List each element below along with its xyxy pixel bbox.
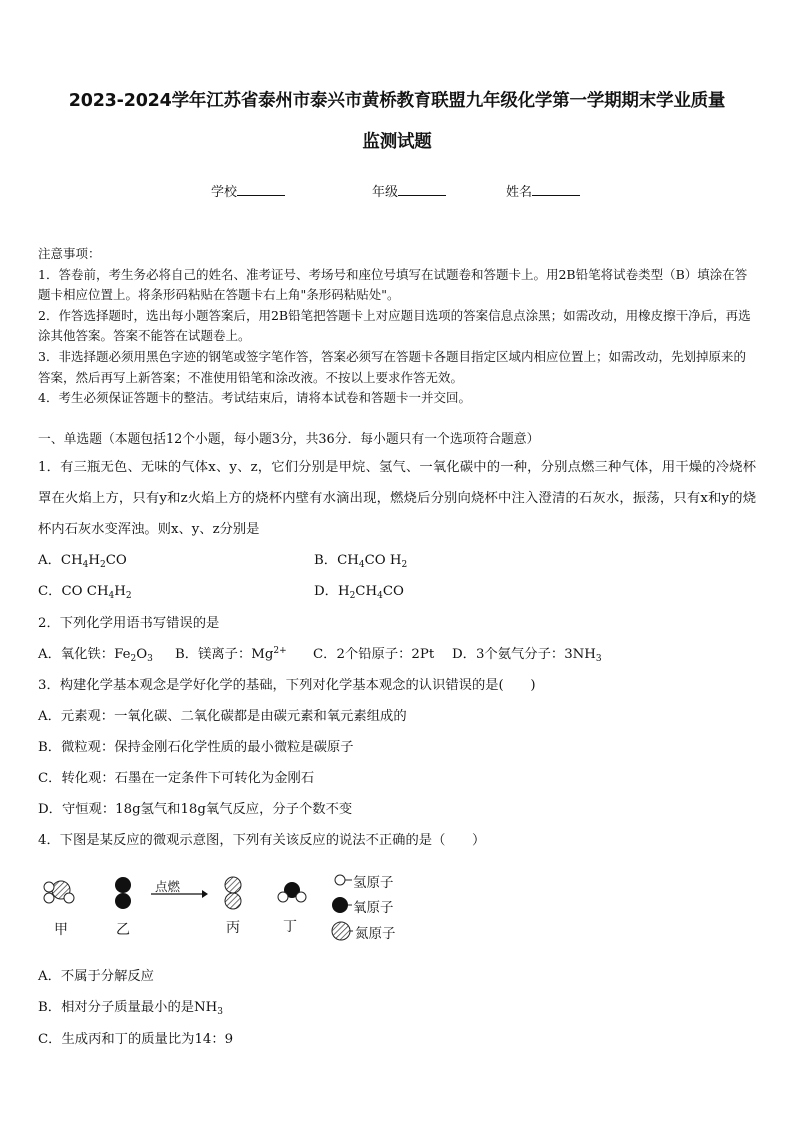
question-3-stem: 3．构建化学基本观念是学好化学的基础，下列对化学基本观念的认识错误的是( ) [38,678,536,693]
molecule-jia [44,881,74,903]
label-bing: 丙 [226,920,240,936]
q4-option-b: B．相对分子质量最小的是$NH_3$ [38,1000,224,1017]
q3-option-c: C．转化观：石墨在一定条件下可转化为金刚石 [38,771,315,786]
notice-item: 3．非选择题必须用黑色字迹的钢笔或签字笔作答，答案必须写在答题卡各题目指定区域内相应位置上；如需改动，先划掉原来的答案，然后再写上新答案；不准使用铅笔和涂改液。不按以上要求作答无效。 [38,348,746,385]
school-field: 学校 [211,181,285,200]
label-yi: 乙 [116,922,130,938]
molecule-yi [115,877,131,909]
notice-item: 2．作答选择题时，选出每小题答案后，用2B铅笔把答题卡上对应题目选项的答案信息点涂黑；如需改动，用橡皮擦干净后，再选涂其他答案。答案不能答在试题卷上。 [38,307,751,344]
exam-title-line2: 监测试题 [362,132,432,152]
student-info-row [0,181,794,201]
exam-title-line1: 2023-2024学年江苏省泰州市泰兴市黄桥教育联盟九年级化学第一学期期末学业质量 [68,91,726,111]
legend-nitrogen-symbol [332,922,353,940]
molecule-bing [225,877,241,909]
legend-oxygen-symbol [332,897,352,913]
q3-option-a: A．元素观：一氧化碳、二氧化碳都是由碳元素和氧元素组成的 [38,709,407,724]
name-field: 姓名 [506,181,580,200]
q2-option-a: A．氧化铁：$Fe_2O_3$ [38,647,153,664]
reaction-condition: 点燃 [155,879,181,894]
notice-item: 1．答卷前，考生务必将自己的姓名、准考证号、考场号和座位号填写在试题卷和答题卡上。用2B铅笔将试卷类型（B）填涂在答题卡相应位置上。将条形码粘贴在答题卡右上角"条形码粘贴处"。 [38,266,748,303]
q4-option-a: A．不属于分解反应 [38,969,154,984]
q1-option-b: B．$CH_4CO$ $H_2$ [314,553,408,570]
question-2-stem: 2．下列化学用语书写错误的是 [38,616,220,631]
legend-nitrogen-label: 氮原子 [355,926,396,942]
legend-oxygen-label: 氧原子 [353,900,394,916]
notice-heading: 注意事项： [38,246,101,261]
label-jia: 甲 [54,922,68,938]
legend-hydrogen-symbol [335,875,352,885]
label-ding: 丁 [283,919,297,935]
section-heading: 一、单选题（本题包括12个小题，每小题3分，共36分．每小题只有一个选项符合题意） [38,432,540,447]
q2-option-d: D．3个氨气分子：$3NH_3$ [452,647,602,664]
legend-hydrogen-label: 氢原子 [353,875,394,891]
molecule-ding [278,882,306,902]
q1-option-d: D．$H_2CH_4CO$ [314,584,404,601]
q1-option-a: A．$CH_4H_2CO$ [38,553,127,570]
q3-option-d: D．守恒观：18g氢气和18g氧气反应，分子个数不变 [38,802,353,817]
q3-option-b: B．微粒观：保持金刚石化学性质的最小微粒是碳原子 [38,740,354,755]
q2-option-c: C．2个铅原子：2Pt [313,647,435,662]
q1-option-c: C．CO $CH_4H_2$ [38,584,132,601]
notice-item: 4．考生必须保证答题卡的整洁。考试结束后，请将本试卷和答题卡一并交回。 [38,390,471,406]
question-1-stem: 1．有三瓶无色、无味的气体x、y、z，它们分别是甲烷、氢气、一氧化碳中的一种，分别点燃三种气体，用干燥的冷烧杯罩在火焰上方，只有y和z火焰上方的烧杯内壁有水滴出现，燃烧后分别向烧杯中注入澄清的石灰水，振荡，只有x和y的烧杯内石灰水变浑浊。则x、y、z分别是 [38,460,756,537]
q2-option-b: B．镁离子：$Mg^{2+}$ [175,646,287,662]
notice-block [38,244,756,409]
q4-option-c: C．生成丙和丁的质量比为14：9 [38,1032,234,1047]
question-4-stem: 4．下图是某反应的微观示意图，下列有关该反应的说法不正确的是（ ） [38,833,486,848]
grade-field: 年级 [372,181,446,200]
